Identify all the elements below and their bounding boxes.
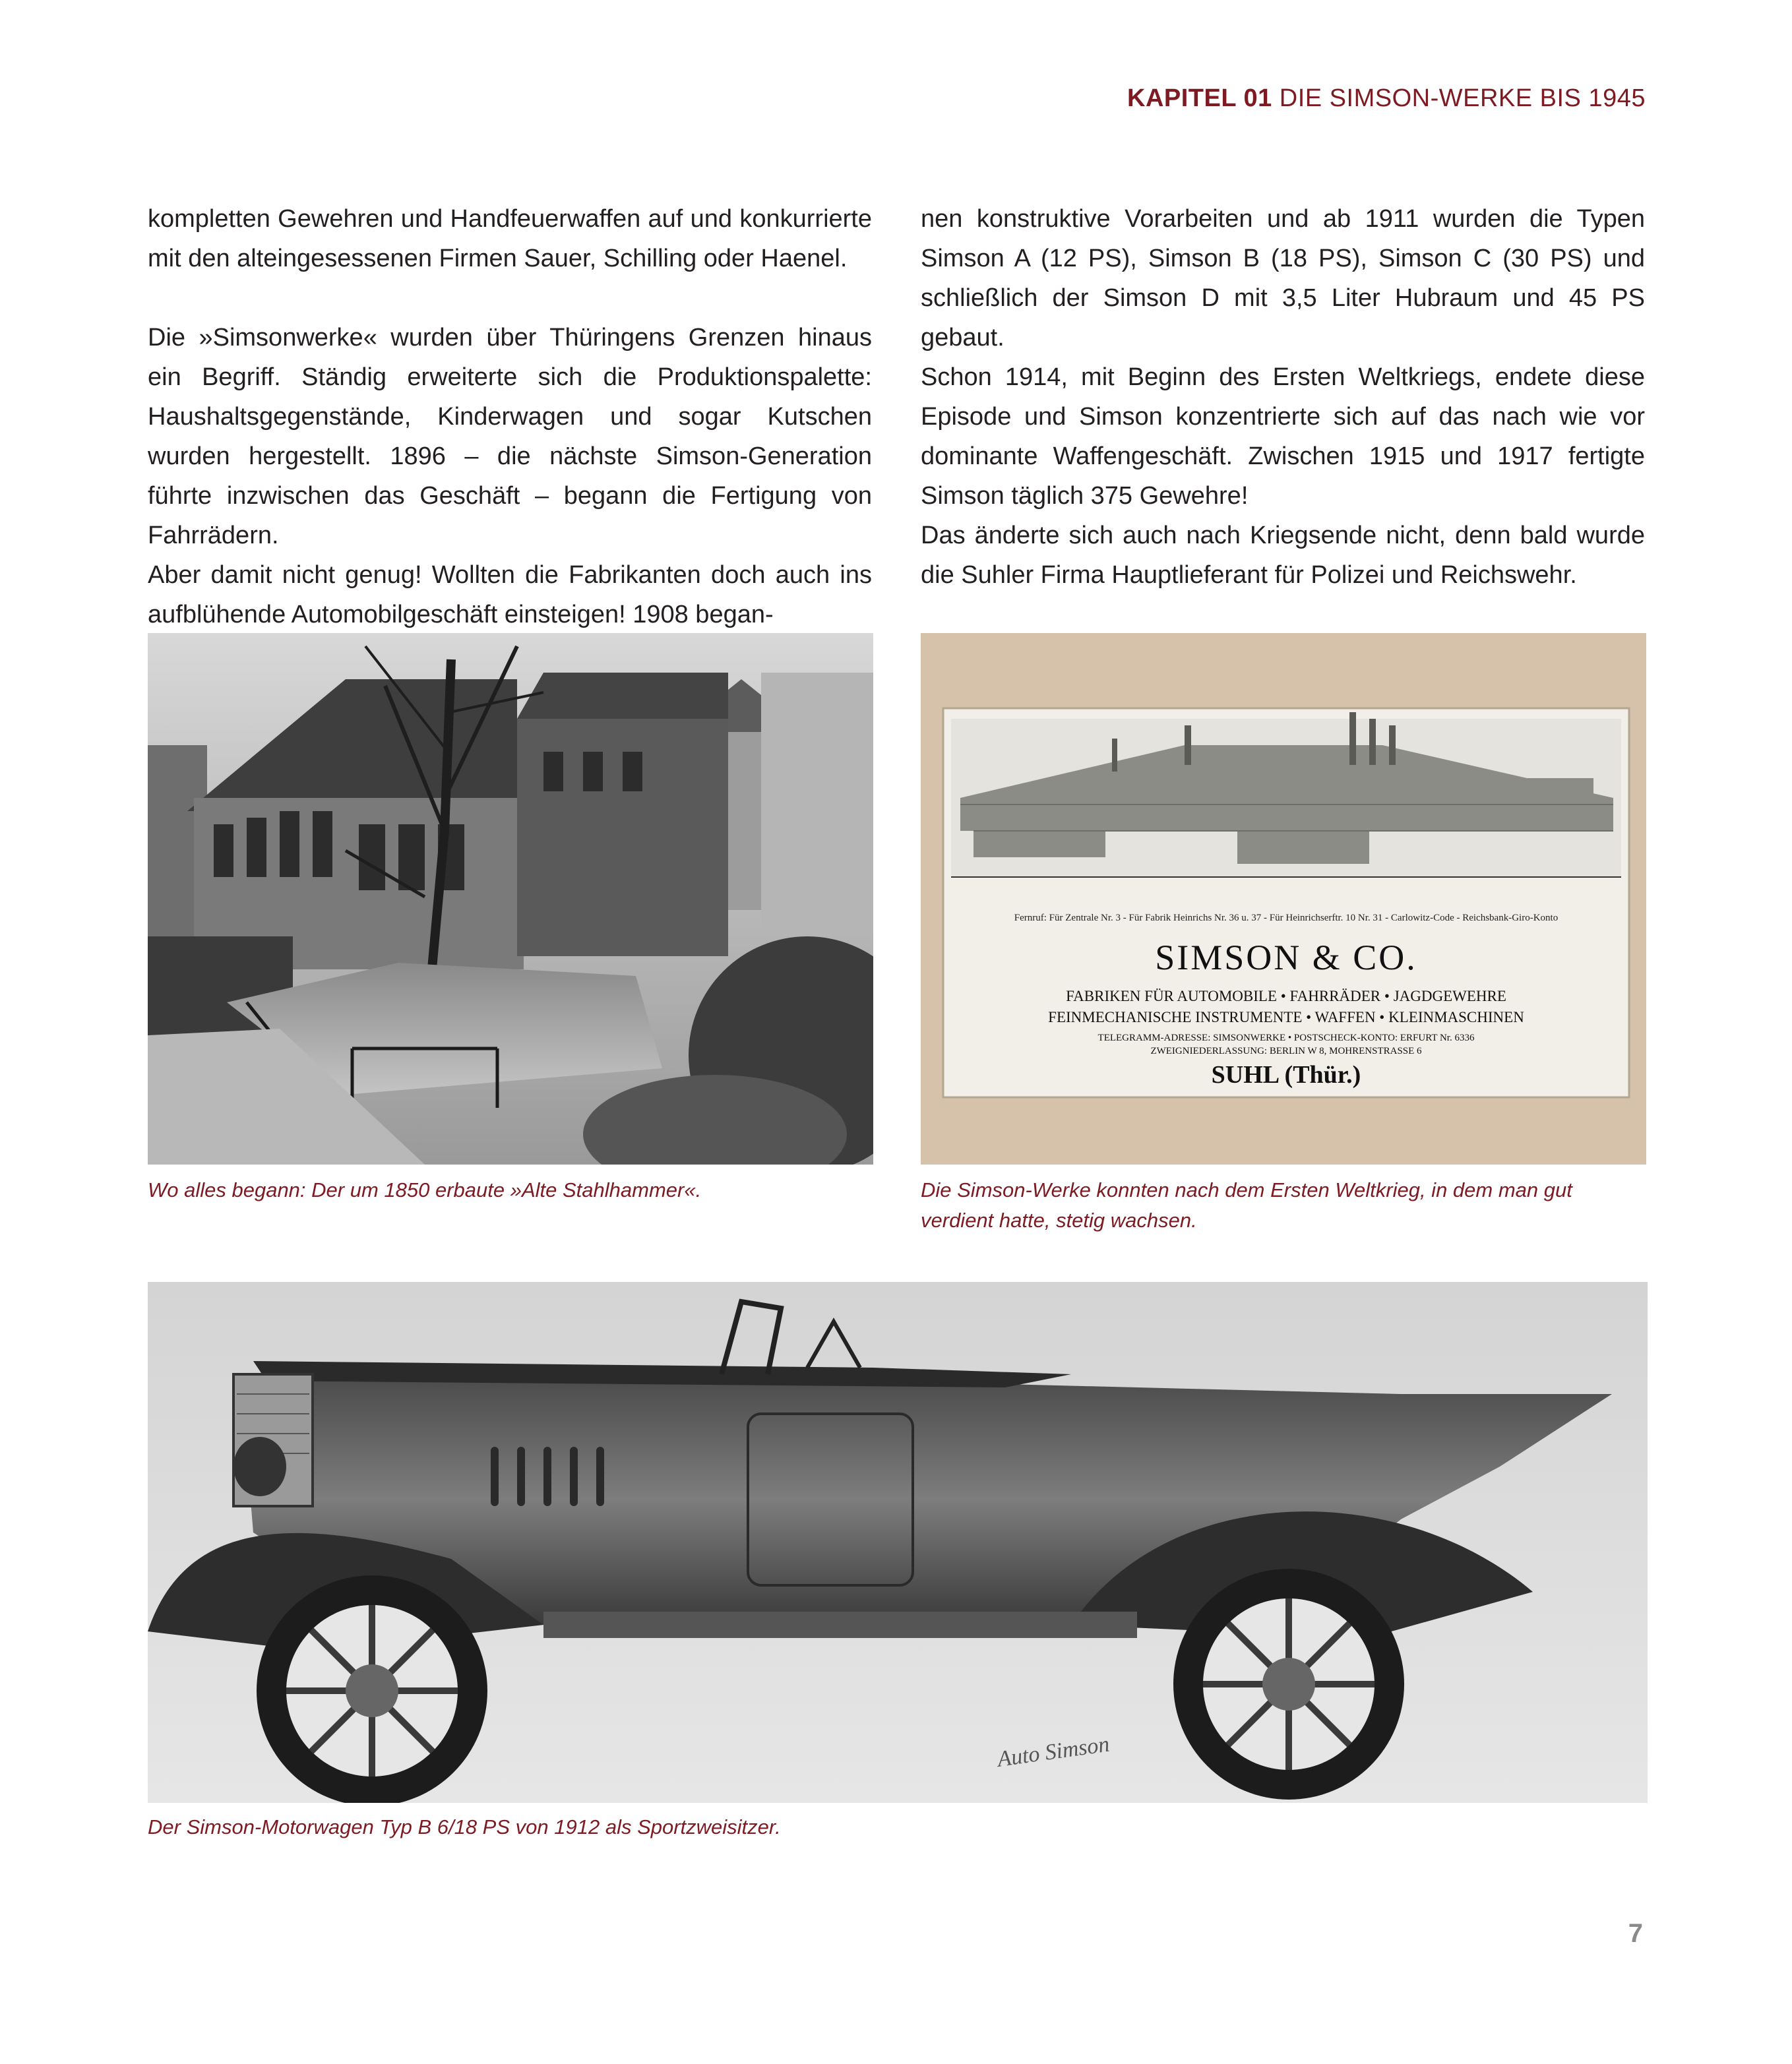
rear-wheel <box>1173 1569 1404 1800</box>
factory-photo <box>148 633 873 1165</box>
paragraph: Die »Simsonwerke« wurden über Thüringens Grenzen hinaus ein Begriff. Ständig erweiterte sich die Produktionspalette: Haushaltsgegenstände, Kinderwagen und sogar Kutschen wurden hergestellt. 1896 – die nächste Simson-Generation führte inzwischen das Geschäft – begann die Fertigung von Fahrrädern. <box>148 324 872 549</box>
paragraph: Schon 1914, mit Beginn des Ersten Weltkriegs, endete diese Episode und Simson konzentrierte sich auf das nach wie vor dominante Waffengeschäft. Zwischen 1915 und 1917 fertigte Simson täglich 375 Gewehre! <box>921 363 1645 510</box>
letterhead-company: SIMSON & CO. <box>1155 938 1417 977</box>
caption-car: Der Simson-Motorwagen Typ B 6/18 PS von 1912 als Sportzweisitzer. <box>148 1815 781 1838</box>
page-number: 7 <box>1628 1919 1643 1948</box>
paragraph: kompletten Gewehren und Handfeuerwaffen auf und konkurrierte mit den alteingesessenen Firmen Sauer, Schilling oder Haenel. <box>148 205 872 272</box>
paragraph: Das änderte sich auch nach Kriegsende nicht, denn bald wurde die Suhler Firma Hauptlieferant für Polizei und Reichswehr. <box>921 522 1645 589</box>
front-wheel <box>257 1575 487 1803</box>
car-signature: Auto Simson <box>995 1732 1111 1772</box>
text-column-right <box>921 199 1645 595</box>
text-column-left <box>148 199 872 634</box>
letterhead-city: SUHL (Thür.) <box>1211 1061 1361 1089</box>
caption-factory: Wo alles begann: Der um 1850 erbaute »Alte Stahlhammer«. <box>148 1178 702 1201</box>
running-header <box>1127 84 1646 113</box>
letterhead-line1: FABRIKEN FÜR AUTOMOBILE • FAHRRÄDER • JAGDGEWEHRE <box>1066 988 1506 1004</box>
car-photo <box>148 1282 1648 1803</box>
letterhead-contact-line: Fernruf: Für Zentrale Nr. 3 - Für Fabrik Heinrichs Nr. 36 u. 37 - Für Heinrichserftr. 10 Nr. 31 - Carlowitz-Code - Reichsbank-Giro-Konto <box>1014 913 1559 923</box>
paragraph: Aber damit nicht genug! Wollten die Fabrikanten doch auch ins aufblühende Automobilgeschäft einsteigen! 1908 began- <box>148 561 872 628</box>
paragraph: nen konstruktive Vorarbeiten und ab 1911 wurden die Typen Simson A (12 PS), Simson B (18 PS), Simson C (30 PS) und schließlich der Simson D mit 3,5 Liter Hubraum und 45 PS gebaut. <box>921 205 1645 351</box>
chapter-label: KAPITEL 01 <box>1127 84 1272 112</box>
chapter-title: DIE SIMSON-WERKE BIS 1945 <box>1279 84 1646 112</box>
letterhead-photo <box>921 633 1646 1165</box>
letterhead-line4: ZWEIGNIEDERLASSUNG: BERLIN W 8, MOHRENSTRASSE 6 <box>1150 1046 1422 1056</box>
letterhead-line2: FEINMECHANISCHE INSTRUMENTE • WAFFEN • KLEINMASCHINEN <box>1048 1009 1524 1025</box>
letterhead-line3: TELEGRAMM-ADRESSE: SIMSONWERKE • POSTSCHECK-KONTO: ERFURT Nr. 6336 <box>1097 1033 1475 1043</box>
caption-letterhead: Die Simson-Werke konnten nach dem Ersten Weltkrieg, in dem man gut verdient hatte, stetig wachsen. <box>921 1178 1572 1232</box>
